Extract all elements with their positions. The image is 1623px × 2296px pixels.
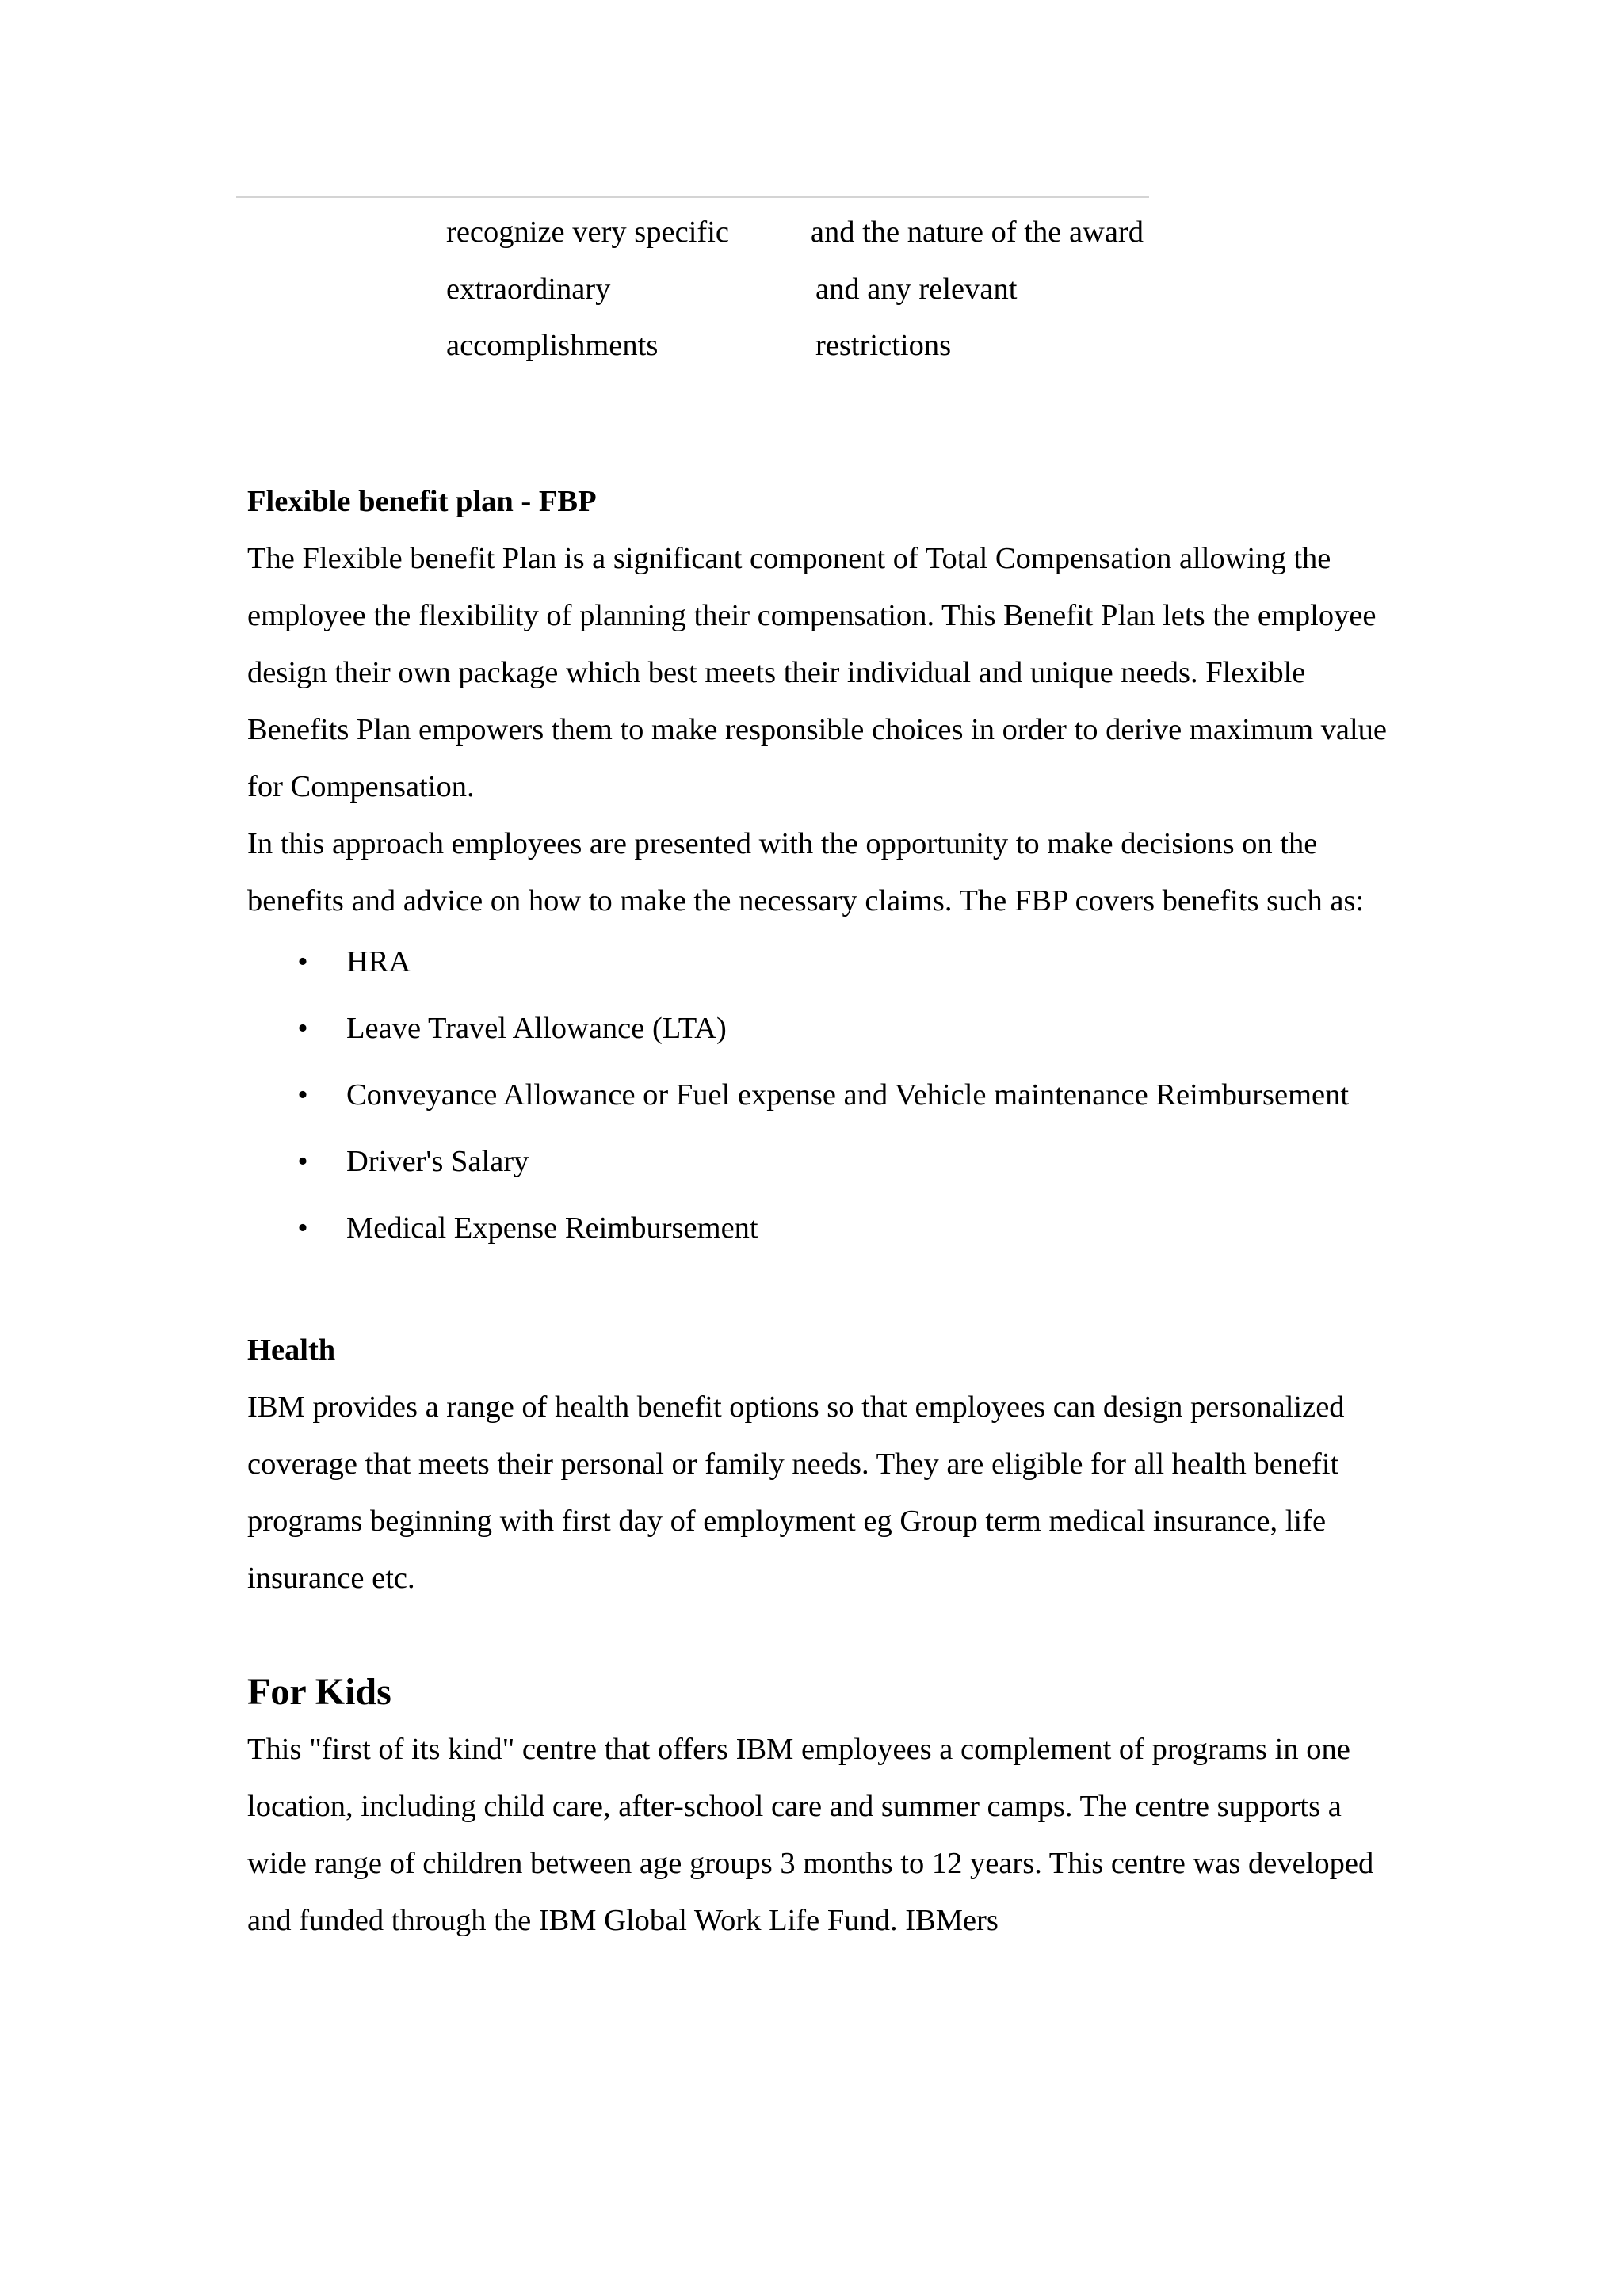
health-paragraph: IBM provides a range of health benefit options so that employees can design personalized coverage that meets their personal or family needs. They are eligible for all health benefit programs beginning with first day of employment eg Group term medical insurance, life insurance etc. <box>247 1390 1345 1595</box>
bullet-icon: • <box>297 945 308 978</box>
list-item <box>247 1132 1396 1192</box>
table-cell-criteria: extraordinary <box>446 272 611 306</box>
table-cell-description: and the nature of the award <box>810 215 1144 249</box>
list-item-text: Conveyance Allowance or Fuel expense and Vehicle maintenance Reimbursement <box>346 1078 1350 1112</box>
fbp-section <box>247 473 1396 1258</box>
awards-table-fragment <box>446 204 1144 375</box>
list-item <box>247 1066 1396 1125</box>
table-row <box>446 318 1144 375</box>
list-item <box>247 999 1396 1058</box>
table-cell-criteria: accomplishments <box>446 329 659 362</box>
table-cell-criteria: recognize very specific <box>446 215 729 249</box>
list-item-text: Medical Expense Reimbursement <box>346 1211 758 1245</box>
fbp-paragraph-1: The Flexible benefit Plan is a significant component of Total Compensation allowing the employee the flexibility of planning their compensation. This Benefit Plan lets the employee design their own package which best meets their individual and unique needs. Flexible Benefits Plan empowers them to make responsible choices in order to derive maximum value for Compensation. <box>247 542 1388 803</box>
kids-heading: For Kids <box>247 1671 391 1713</box>
list-item-text: Leave Travel Allowance (LTA) <box>346 1012 727 1045</box>
list-item <box>247 1199 1396 1258</box>
section-spacer <box>247 1607 1396 1664</box>
table-cell-description: and any relevant <box>815 272 1018 306</box>
kids-paragraph: This "first of its kind" centre that offers IBM employees a complement of programs in one location, including child care, after-school care and summer camps. The centre supports a wide range of children between age groups 3 months to 12 years. This centre was developed and funded through the IBM Global Work Life Fund. IBMers <box>247 1733 1374 1937</box>
fbp-heading: Flexible benefit plan - FBP <box>247 485 597 518</box>
list-item-text: Driver's Salary <box>346 1145 529 1178</box>
fbp-paragraph-2: In this approach employees are presented with the opportunity to make decisions on the benefits and advice on how to make the necessary claims. The FBP covers benefits such as: <box>247 827 1365 917</box>
bullet-icon: • <box>297 1145 308 1178</box>
table-row <box>446 261 1144 318</box>
fbp-benefits-list <box>247 933 1396 1258</box>
health-section <box>247 1322 1396 1607</box>
document-body <box>247 473 1396 1949</box>
bullet-icon: • <box>297 1211 308 1245</box>
table-top-border <box>236 196 1149 198</box>
table-cell-description: restrictions <box>815 329 952 362</box>
table-row <box>446 204 1144 261</box>
bullet-icon: • <box>297 1012 308 1045</box>
kids-section <box>247 1664 1396 1949</box>
list-item-text: HRA <box>346 945 411 978</box>
health-heading: Health <box>247 1333 336 1367</box>
list-item <box>247 933 1396 992</box>
section-spacer <box>247 1265 1396 1322</box>
bullet-icon: • <box>297 1078 308 1112</box>
